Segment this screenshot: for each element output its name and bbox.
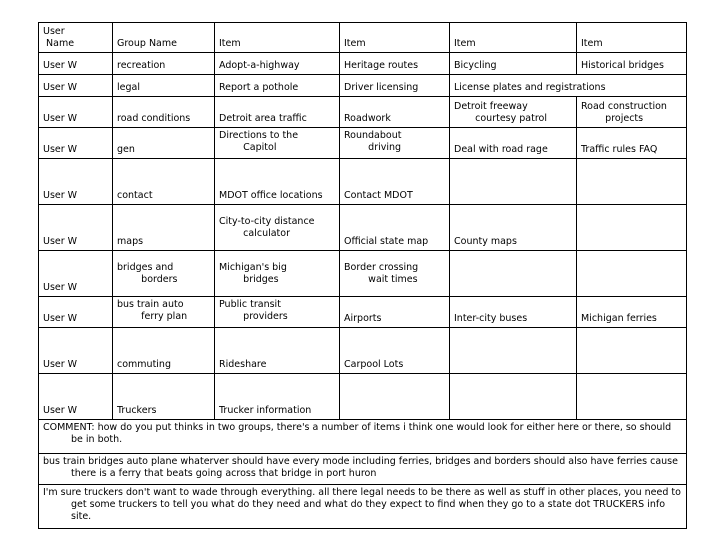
item-cell: Border crossing wait times xyxy=(340,251,450,297)
group-cell: legal xyxy=(113,75,215,97)
group-cell: contact xyxy=(113,159,215,205)
table-row xyxy=(39,251,687,297)
item-cell xyxy=(577,205,687,251)
item-cell: Contact MDOT xyxy=(340,159,450,205)
item-cell: Roundabout driving xyxy=(340,128,450,159)
table-row xyxy=(39,297,687,328)
item-cell: County maps xyxy=(450,205,577,251)
item-cell xyxy=(450,374,577,420)
group-cell: recreation xyxy=(113,53,215,75)
item-cell: Driver licensing xyxy=(340,75,450,97)
table-row xyxy=(39,53,687,75)
item-cell: Bicycling xyxy=(450,53,577,75)
item-cell: City-to-city distance calculator xyxy=(215,205,340,251)
feedback-table xyxy=(38,22,687,529)
header-group-name: Group Name xyxy=(113,23,215,53)
comment-row xyxy=(39,454,687,485)
item-cell: Detroit freeway courtesy patrol xyxy=(450,97,577,128)
item-cell xyxy=(340,374,450,420)
item-cell: License plates and registrations xyxy=(450,75,687,97)
user-cell: User W xyxy=(39,97,113,128)
table-row xyxy=(39,128,687,159)
item-cell: Adopt-a-highway xyxy=(215,53,340,75)
group-cell: road conditions xyxy=(113,97,215,128)
user-cell: User W xyxy=(39,328,113,374)
item-cell xyxy=(450,159,577,205)
table-row xyxy=(39,374,687,420)
user-cell: User W xyxy=(39,374,113,420)
group-cell: gen xyxy=(113,128,215,159)
item-cell: Trucker information xyxy=(215,374,340,420)
user-cell: User W xyxy=(39,53,113,75)
item-cell: Detroit area traffic xyxy=(215,97,340,128)
item-cell: Heritage routes xyxy=(340,53,450,75)
item-cell: Road construction projects xyxy=(577,97,687,128)
item-cell: Directions to the Capitol xyxy=(215,128,340,159)
header-row xyxy=(39,23,687,53)
item-cell: Public transit providers xyxy=(215,297,340,328)
header-item-4: Item xyxy=(577,23,687,53)
item-cell xyxy=(577,328,687,374)
user-cell: User W xyxy=(39,251,113,297)
user-cell: User W xyxy=(39,297,113,328)
item-cell: Inter-city buses xyxy=(450,297,577,328)
header-item-1: Item xyxy=(215,23,340,53)
item-cell: Airports xyxy=(340,297,450,328)
table-row xyxy=(39,205,687,251)
item-cell: Traffic rules FAQ xyxy=(577,128,687,159)
header-item-3: Item xyxy=(450,23,577,53)
group-cell: maps xyxy=(113,205,215,251)
group-cell: Truckers xyxy=(113,374,215,420)
item-cell: Michigan ferries xyxy=(577,297,687,328)
item-cell xyxy=(577,374,687,420)
table-row xyxy=(39,75,687,97)
table-row xyxy=(39,159,687,205)
table-row xyxy=(39,97,687,128)
header-item-2: Item xyxy=(340,23,450,53)
item-cell xyxy=(450,328,577,374)
item-cell: Roadwork xyxy=(340,97,450,128)
comment-text: bus train bridges auto plane whaterver should have every mode including ferries, bridges and borders should also have ferries cause there is a ferry that beats going across that bridge in port huron xyxy=(39,454,687,485)
user-cell: User W xyxy=(39,159,113,205)
user-cell: User W xyxy=(39,205,113,251)
header-user-name: User Name xyxy=(39,23,113,53)
item-cell xyxy=(577,159,687,205)
group-cell: bus train auto ferry plan xyxy=(113,297,215,328)
item-cell: Rideshare xyxy=(215,328,340,374)
comment-text: COMMENT: how do you put thinks in two groups, there's a number of items i think one would look for either here or there, so should be in both. xyxy=(39,420,687,454)
item-cell: Carpool Lots xyxy=(340,328,450,374)
table-row xyxy=(39,328,687,374)
comment-row xyxy=(39,420,687,454)
group-cell: bridges and borders xyxy=(113,251,215,297)
group-cell: commuting xyxy=(113,328,215,374)
item-cell xyxy=(577,251,687,297)
user-cell: User W xyxy=(39,128,113,159)
item-cell: MDOT office locations xyxy=(215,159,340,205)
user-cell: User W xyxy=(39,75,113,97)
item-cell: Historical bridges xyxy=(577,53,687,75)
item-cell: Michigan's big bridges xyxy=(215,251,340,297)
item-cell: Official state map xyxy=(340,205,450,251)
comment-row xyxy=(39,485,687,529)
item-cell xyxy=(450,251,577,297)
item-cell: Deal with road rage xyxy=(450,128,577,159)
comment-text: I'm sure truckers don't want to wade through everything. all there legal needs to be there as well as stuff in other places, you need to get some truckers to tell you what do they need and what do they expect to find when they go to a state dot TRUCKERS info site. xyxy=(39,485,687,529)
item-cell: Report a pothole xyxy=(215,75,340,97)
